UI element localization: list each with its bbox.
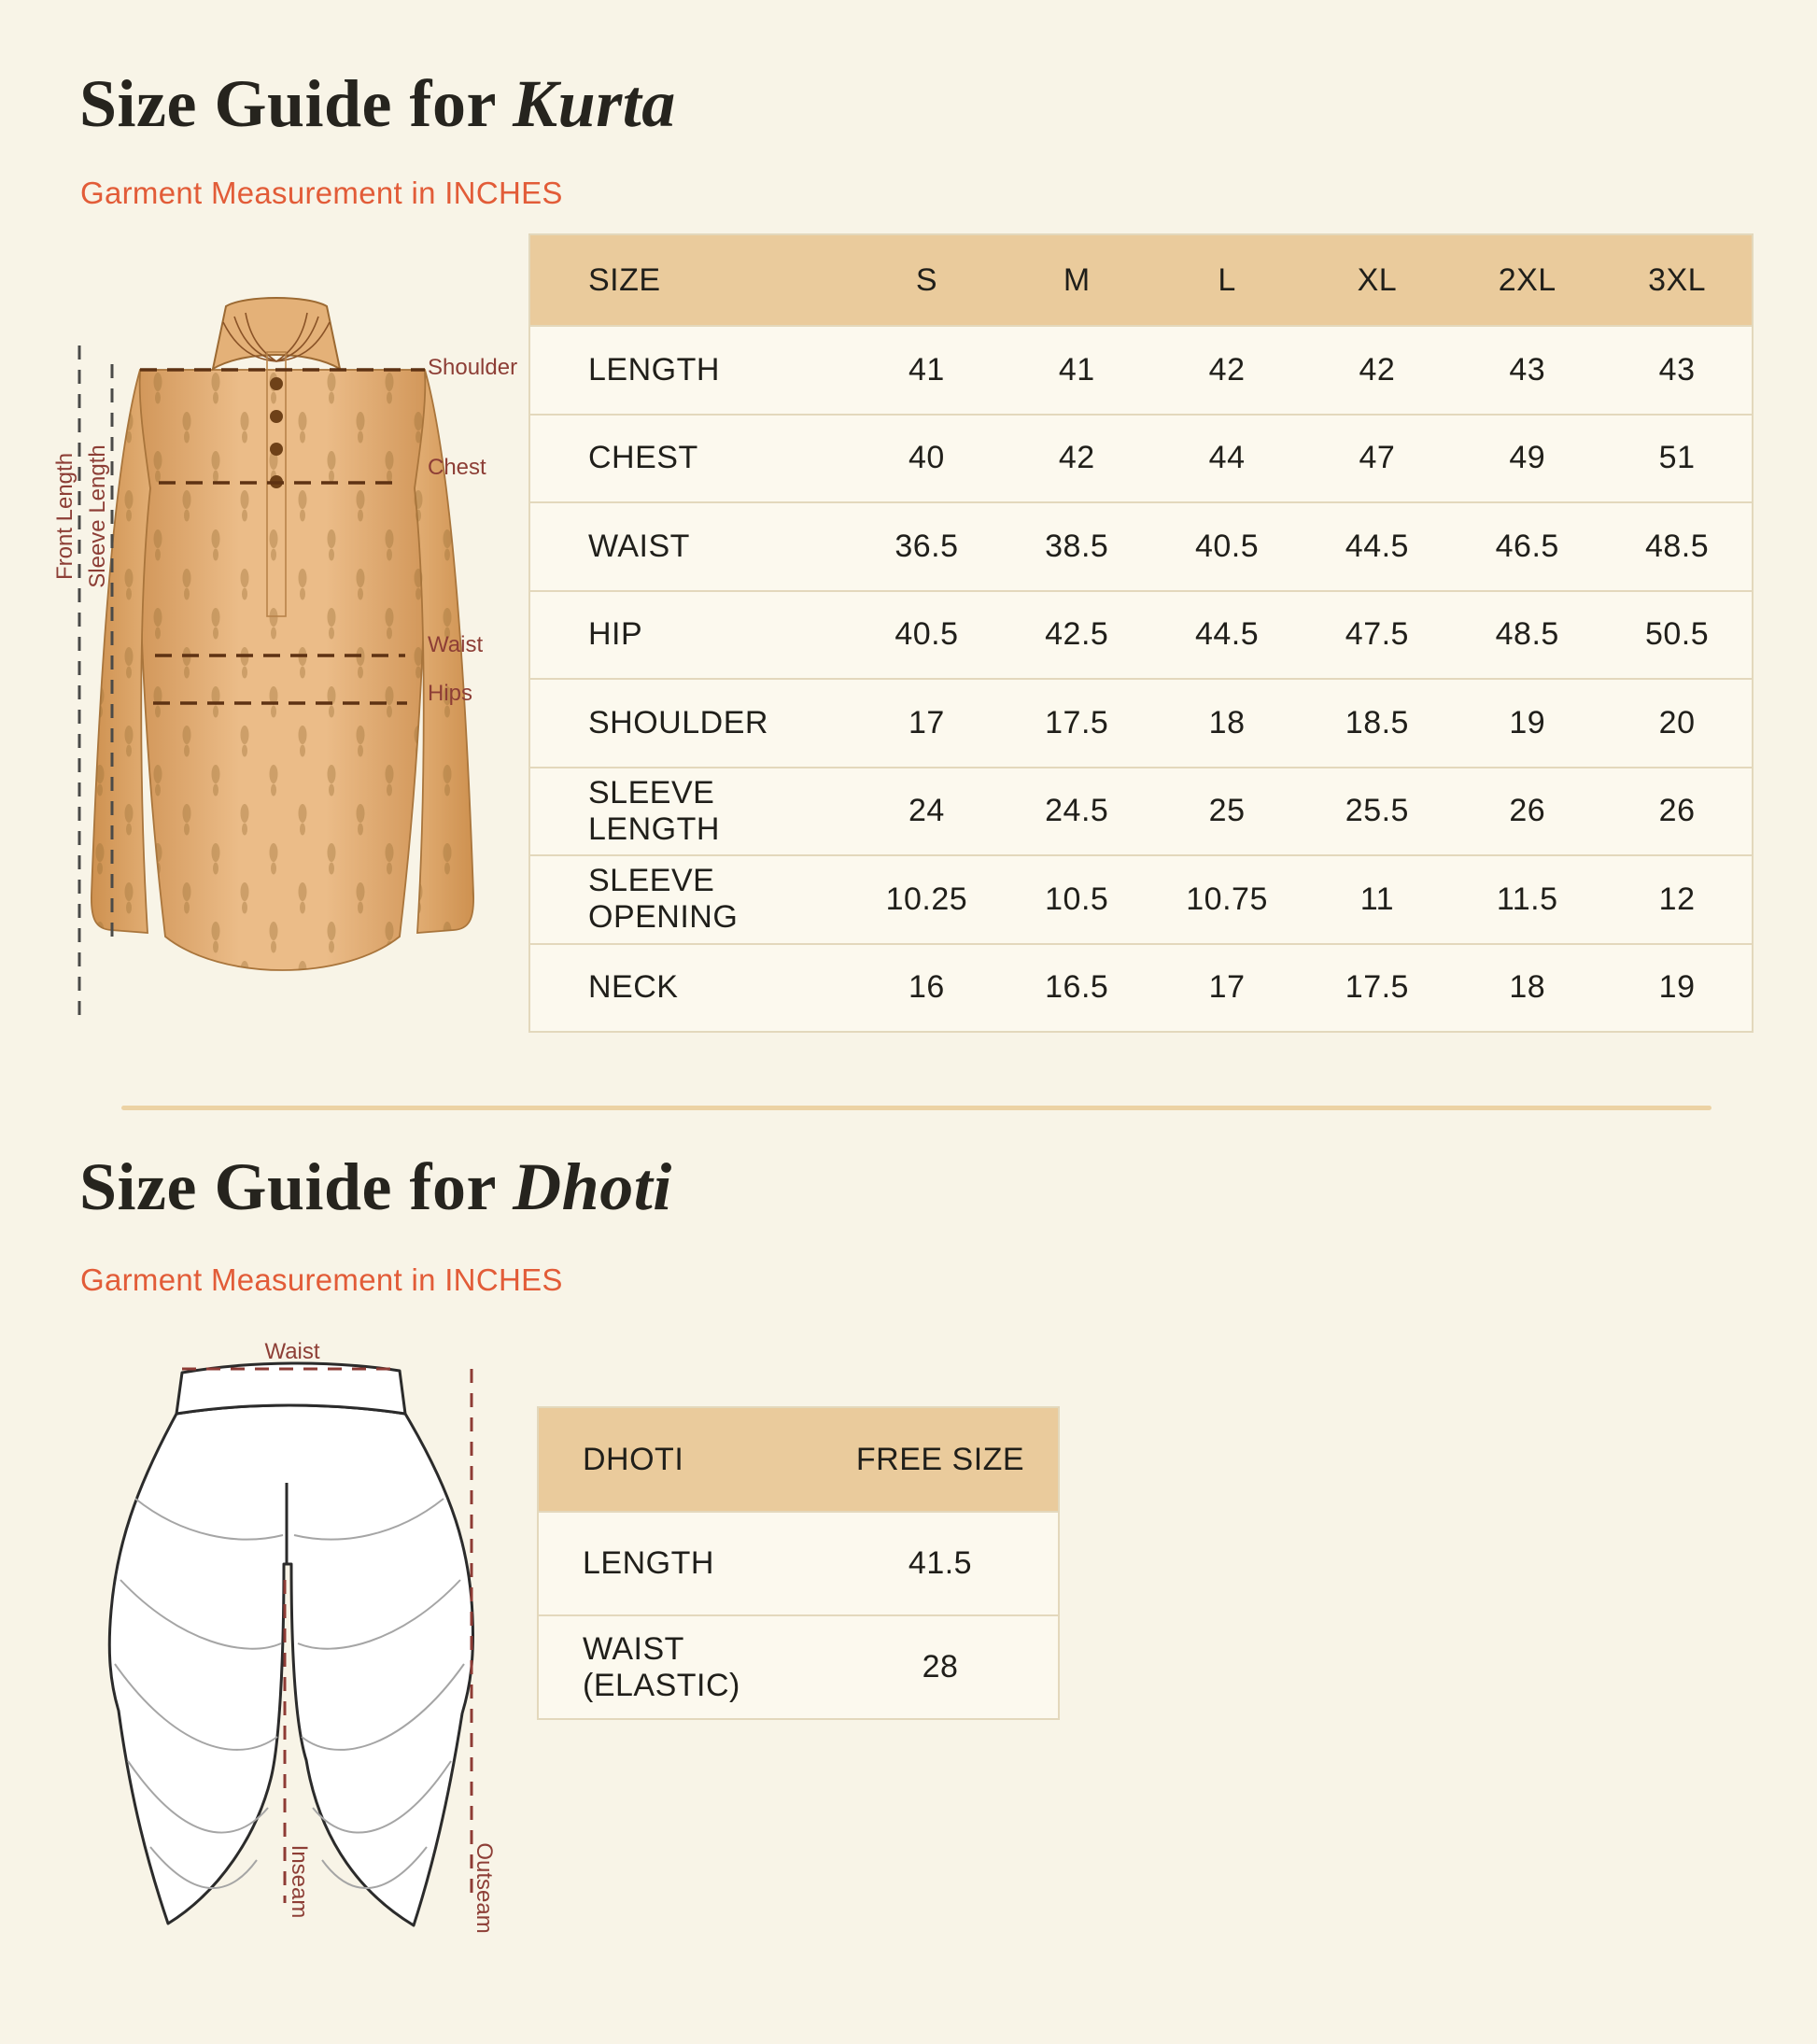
dhoti-size-table	[537, 1406, 1060, 1720]
measurement-row	[529, 855, 1753, 944]
measurement-value: 42.5	[1002, 591, 1152, 680]
measurement-value: 41	[852, 326, 1002, 415]
size-column-header: M	[1002, 234, 1152, 326]
measurement-value: 41.5	[823, 1512, 1059, 1615]
measurement-value: 12	[1602, 855, 1753, 944]
measurement-value: 16	[852, 944, 1002, 1033]
kurta-sleeve-length-label: Sleeve Length	[85, 444, 110, 588]
kurta-title-prefix: Size Guide for	[79, 66, 514, 141]
measurement-row	[529, 415, 1753, 503]
measurement-value: 19	[1602, 944, 1753, 1033]
measurement-value: 16.5	[1002, 944, 1152, 1033]
measurement-value: 44.5	[1152, 591, 1303, 680]
measurement-value: 10.25	[852, 855, 1002, 944]
dhoti-waist-label: Waist	[264, 1339, 320, 1364]
measurement-value: 42	[1152, 326, 1303, 415]
measurement-value: 11.5	[1452, 855, 1602, 944]
measurement-row	[529, 502, 1753, 591]
dhoti-title-prefix: Size Guide for	[79, 1149, 514, 1224]
measurement-value: 17	[852, 679, 1002, 768]
dhoti-outseam-label: Outseam	[472, 1842, 497, 1934]
measurement-value: 40	[852, 415, 1002, 503]
measurement-value: 17.5	[1302, 944, 1452, 1033]
dhoti-inseam-label: Inseam	[287, 1844, 312, 1919]
section-divider	[121, 1106, 1711, 1110]
measurement-value: 20	[1602, 679, 1753, 768]
size-column-header: 2XL	[1452, 234, 1602, 326]
kurta-illustration	[28, 210, 523, 1050]
measurement-value: 10.5	[1002, 855, 1152, 944]
size-column-header: FREE SIZE	[823, 1407, 1059, 1512]
measurement-value: 43	[1602, 326, 1753, 415]
measurement-value: 51	[1602, 415, 1753, 503]
measurement-value: 11	[1302, 855, 1452, 944]
kurta-size-table	[528, 233, 1754, 1033]
dhoti-table-header-row	[538, 1407, 1059, 1512]
measurement-value: 47	[1302, 415, 1452, 503]
measurement-label: SLEEVE OPENING	[529, 855, 852, 944]
measurement-row	[538, 1512, 1059, 1615]
measurement-value: 24	[852, 768, 1002, 856]
size-column-header: L	[1152, 234, 1303, 326]
measurement-value: 44.5	[1302, 502, 1452, 591]
measurement-value: 26	[1452, 768, 1602, 856]
measurement-value: 18.5	[1302, 679, 1452, 768]
kurta-title-garment: Kurta	[513, 66, 676, 141]
table-corner-header: DHOTI	[538, 1407, 823, 1512]
kurta-hips-label: Hips	[428, 681, 473, 706]
measurement-value: 42	[1002, 415, 1152, 503]
kurta-chest-label: Chest	[428, 455, 486, 480]
measurement-row	[529, 679, 1753, 768]
kurta-figure	[28, 210, 523, 1050]
measurement-value: 25.5	[1302, 768, 1452, 856]
measurement-value: 18	[1452, 944, 1602, 1033]
measurement-label: CHEST	[529, 415, 852, 503]
measurement-value: 18	[1152, 679, 1303, 768]
measurement-row	[529, 944, 1753, 1033]
measurement-value: 48.5	[1452, 591, 1602, 680]
measurement-value: 49	[1452, 415, 1602, 503]
measurement-value: 41	[1002, 326, 1152, 415]
dhoti-section-title	[79, 1150, 672, 1224]
measurement-label: SLEEVE LENGTH	[529, 768, 852, 856]
kurta-shoulder-label: Shoulder	[428, 355, 518, 380]
measurement-row	[529, 326, 1753, 415]
measurement-value: 10.75	[1152, 855, 1303, 944]
measurement-value: 46.5	[1452, 502, 1602, 591]
measurement-label: LENGTH	[529, 326, 852, 415]
measurement-value: 44	[1152, 415, 1303, 503]
kurta-front-length-label: Front Length	[52, 452, 77, 581]
measurement-value: 40.5	[852, 591, 1002, 680]
measurement-value: 47.5	[1302, 591, 1452, 680]
kurta-section-subtitle: Garment Measurement in INCHES	[80, 176, 563, 210]
measurement-row	[529, 768, 1753, 856]
measurement-label: HIP	[529, 591, 852, 680]
measurement-value: 48.5	[1602, 502, 1753, 591]
table-corner-header: SIZE	[529, 234, 852, 326]
measurement-value: 42	[1302, 326, 1452, 415]
measurement-label: LENGTH	[538, 1512, 823, 1615]
measurement-value: 19	[1452, 679, 1602, 768]
measurement-value: 40.5	[1152, 502, 1303, 591]
size-column-header: 3XL	[1602, 234, 1753, 326]
dhoti-title-garment: Dhoti	[513, 1149, 672, 1224]
measurement-value: 36.5	[852, 502, 1002, 591]
size-column-header: S	[852, 234, 1002, 326]
measurement-value: 26	[1602, 768, 1753, 856]
measurement-label: WAIST (ELASTIC)	[538, 1615, 823, 1719]
measurement-value: 17	[1152, 944, 1303, 1033]
measurement-row	[529, 591, 1753, 680]
measurement-value: 38.5	[1002, 502, 1152, 591]
measurement-value: 43	[1452, 326, 1602, 415]
size-column-header: XL	[1302, 234, 1452, 326]
kurta-table-header-row	[529, 234, 1753, 326]
kurta-section-title	[79, 67, 676, 141]
measurement-value: 28	[823, 1615, 1059, 1719]
dhoti-figure	[79, 1335, 518, 1952]
dhoti-section-subtitle: Garment Measurement in INCHES	[80, 1262, 563, 1297]
measurement-value: 25	[1152, 768, 1303, 856]
measurement-label: WAIST	[529, 502, 852, 591]
measurement-value: 24.5	[1002, 768, 1152, 856]
kurta-waist-label: Waist	[428, 632, 484, 657]
measurement-label: NECK	[529, 944, 852, 1033]
measurement-row	[538, 1615, 1059, 1719]
measurement-value: 17.5	[1002, 679, 1152, 768]
measurement-label: SHOULDER	[529, 679, 852, 768]
measurement-value: 50.5	[1602, 591, 1753, 680]
